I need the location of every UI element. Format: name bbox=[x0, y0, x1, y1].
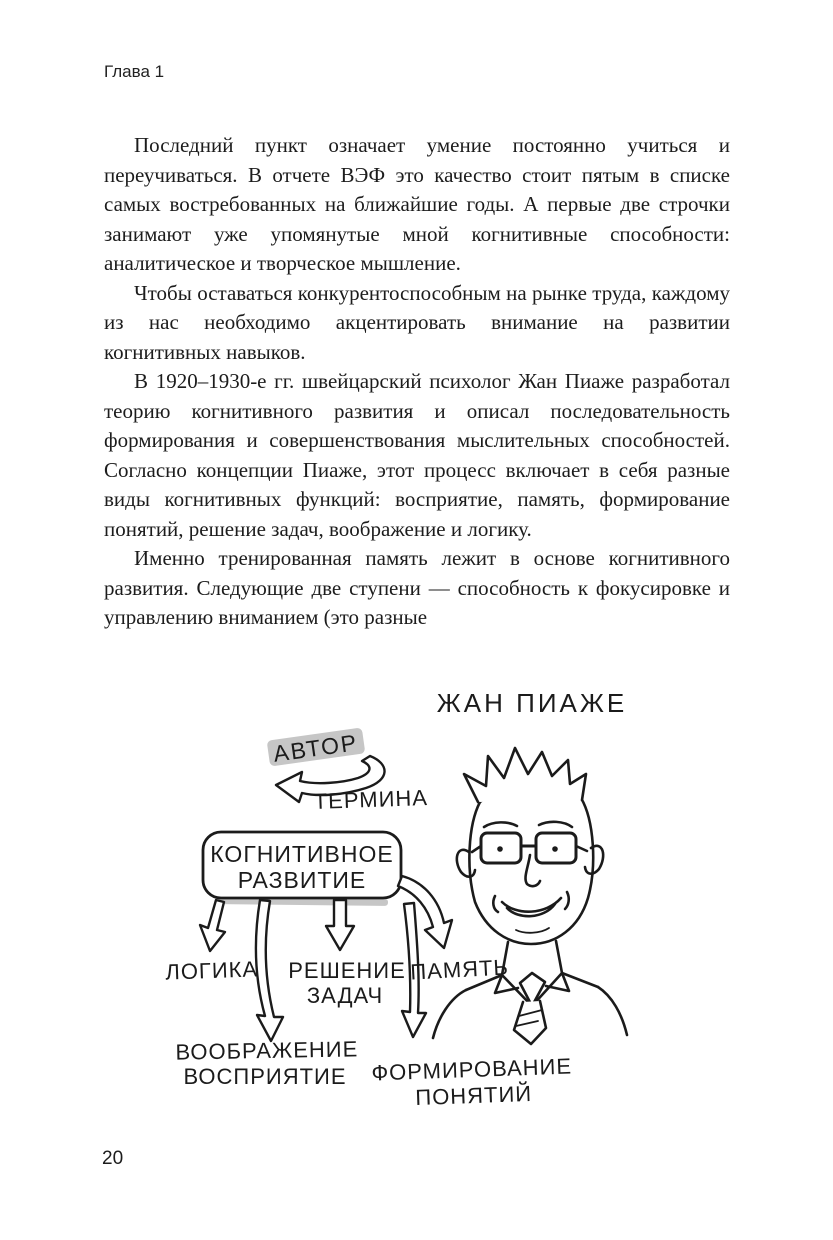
paragraph-1: Последний пункт означает умение постоянно учиться и переучиваться. В отчете ВЭФ это качество стоит пятым в списке самых востребованных на ближайшие годы. А первые две строчки занимают уже упомянутые мной когнитивные способности: аналитическое и творческое мышление. bbox=[104, 133, 730, 275]
hair bbox=[464, 748, 586, 802]
memory-label: ПАМЯТЬ bbox=[409, 954, 510, 985]
illustration-title: ЖАН ПИАЖЕ bbox=[436, 688, 628, 718]
author-label: АВТОР bbox=[271, 729, 360, 767]
arrow-to-imagination bbox=[256, 900, 283, 1041]
page-number: 20 bbox=[102, 1148, 124, 1169]
box-label-line2: РАЗВИТИЕ bbox=[237, 867, 367, 893]
arrow-to-logic bbox=[200, 900, 225, 951]
piaget-illustration bbox=[118, 680, 718, 1125]
solving-label-line2: ЗАДАЧ bbox=[306, 983, 384, 1008]
face-outline bbox=[469, 788, 593, 944]
piaget-portrait bbox=[433, 748, 627, 1044]
right-eye bbox=[552, 846, 558, 852]
formation-label-line2: ПОНЯТИЙ bbox=[414, 1080, 533, 1111]
formation-label-line1: ФОРМИРОВАНИЕ bbox=[371, 1053, 573, 1086]
solving-label-line1: РЕШЕНИЕ bbox=[288, 958, 406, 983]
paragraph-2: Чтобы оставаться конкурентоспособным на рынке труда, каждому из нас необходимо акцентировать внимание на развитии когнитивных навыков. bbox=[104, 280, 730, 364]
imagination-label: ВООБРАЖЕНИЕ bbox=[175, 1036, 359, 1065]
chapter-header: Глава 1 bbox=[104, 62, 165, 81]
right-shoulder bbox=[598, 987, 627, 1035]
logic-label: ЛОГИКА bbox=[164, 956, 259, 985]
perception-label: ВОСПРИЯТИЕ bbox=[183, 1064, 347, 1089]
term-label: ТЕРМИНА bbox=[313, 785, 429, 814]
left-eye bbox=[497, 846, 503, 852]
arrow-to-solving bbox=[326, 900, 354, 950]
box-label-line1: КОГНИТИВНОЕ bbox=[210, 841, 394, 867]
neck-right bbox=[556, 941, 562, 973]
paragraph-3: В 1920–1930-е гг. швейцарский психолог Жан Пиаже разработал теорию когнитивного развития и описал последовательность формирования и совершенствования мыслительных способностей. Согласно концепции Пиаже, этот процесс включает в себя разные виды когнитивных функций: восприятие, память, формирование понятий, решение задач, воображение и логику. bbox=[104, 369, 730, 541]
paragraph-4: Именно тренированная память лежит в основе когнитивного развития. Следующие две ступени — способность к фокусировке и управлению вниманием (это разные bbox=[104, 546, 730, 629]
body-text bbox=[104, 131, 730, 633]
left-shoulder bbox=[433, 990, 466, 1038]
